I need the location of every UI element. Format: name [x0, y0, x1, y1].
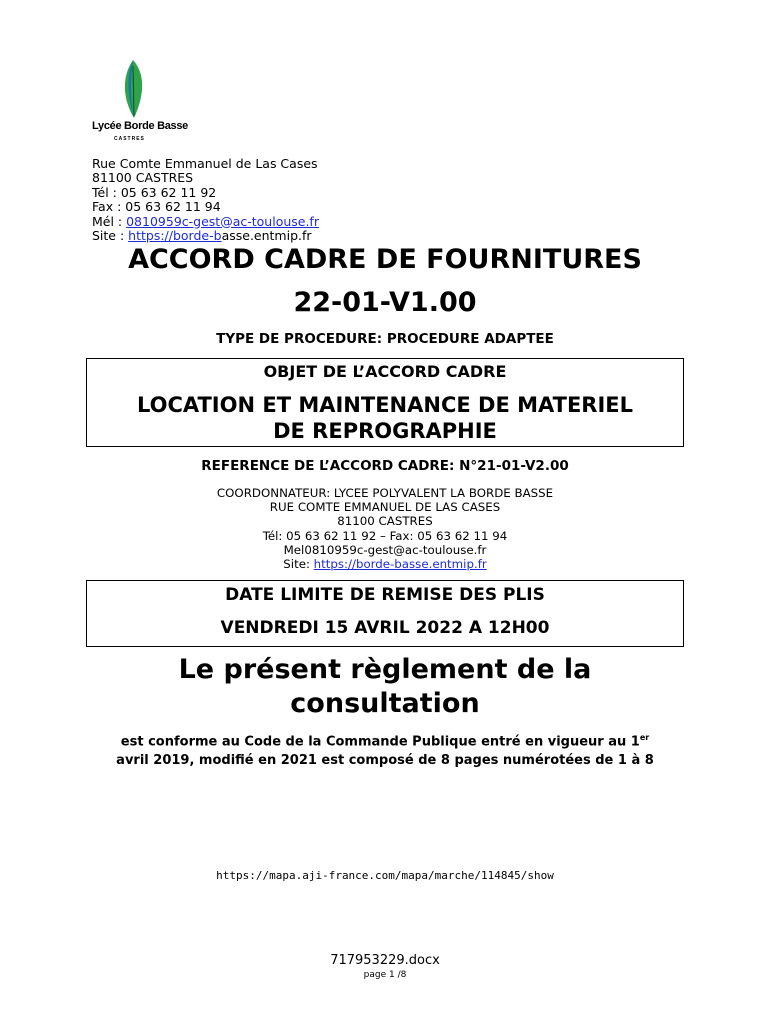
address-tel: Tél : 05 63 62 11 92	[92, 184, 217, 200]
coordinator-site-label: Site:	[283, 557, 314, 572]
reglement-line-1: Le présent règlement de la	[178, 654, 592, 685]
object-description	[87, 392, 683, 444]
deadline-date: VENDREDI 15 AVRIL 2022 A 12H00	[220, 618, 550, 638]
coordinator-site-link[interactable]: https://borde-basse.entmip.fr	[313, 557, 487, 572]
procedure-type: TYPE DE PROCEDURE: PROCEDURE ADAPTEE	[216, 331, 554, 347]
object-heading: OBJET DE L’ACCORD CADRE	[263, 362, 507, 381]
deadline-heading: DATE LIMITE DE REMISE DES PLIS	[225, 585, 545, 605]
address-city: 81100 CASTRES	[92, 170, 194, 186]
document-title: ACCORD CADRE DE FOURNITURES	[128, 244, 642, 275]
coordinator-line-4: Tél: 05 63 62 11 92 – Fax: 05 63 62 11 94	[262, 528, 508, 543]
mail-label: Mél :	[92, 213, 127, 229]
conformity-part-2: avril 2019, modifié en 2021 est composé de 8 pages numérotées de 1 à 8	[116, 753, 654, 769]
site-label: Site :	[92, 228, 129, 244]
leaf-icon	[118, 58, 148, 120]
page-number: page 1 /8	[363, 970, 407, 980]
coordinator-line-1: COORDONNATEUR: LYCEE POLYVALENT LA BORDE BASSE	[216, 486, 554, 500]
logo-subtitle: CASTRES	[114, 136, 145, 142]
coordinator-line-2: RUE COMTE EMMANUEL DE LAS CASES	[269, 500, 501, 515]
school-address	[92, 157, 319, 243]
footer-filename: 717953229.docx	[330, 953, 440, 968]
address-street: Rue Comte Emmanuel de Las Cases	[92, 156, 318, 171]
coordinator-line-3: 81100 CASTRES	[337, 514, 433, 529]
deadline-box	[86, 580, 684, 647]
reglement-heading	[0, 653, 770, 721]
coordinator-site-line	[0, 557, 770, 571]
school-logo	[92, 58, 188, 148]
coordinator-block	[0, 486, 770, 571]
object-line-1: LOCATION ET MAINTENANCE DE MATERIEL	[136, 393, 634, 417]
object-line-2: DE REPROGRAPHIE	[273, 419, 497, 443]
site-rest: asse.entmip.fr	[221, 228, 312, 244]
logo-name: Lycée Borde Basse	[92, 120, 188, 132]
address-site-line	[92, 229, 319, 243]
document-reference: 22-01-V1.00	[293, 287, 477, 318]
address-fax: Fax : 05 63 62 11 94	[92, 199, 221, 215]
conformity-text	[90, 728, 680, 770]
conformity-superscript: er	[639, 733, 650, 742]
reglement-line-2: consultation	[290, 688, 480, 719]
accord-reference: REFERENCE DE L’ACCORD CADRE: N°21-01-V2.00	[201, 458, 569, 474]
mail-link[interactable]: 0810959c-gest@ac-toulouse.fr	[126, 213, 319, 229]
footer-url[interactable]: https://mapa.aji-france.com/mapa/marche/114845/show	[216, 869, 554, 882]
conformity-part-1: est conforme au Code de la Commande Publique entré en vigueur au 1	[120, 734, 640, 750]
site-link[interactable]: https://borde-b	[128, 228, 222, 244]
address-mail-line	[92, 215, 319, 229]
coordinator-line-5: Mel0810959c-gest@ac-toulouse.fr	[283, 542, 487, 557]
object-box	[86, 358, 684, 447]
